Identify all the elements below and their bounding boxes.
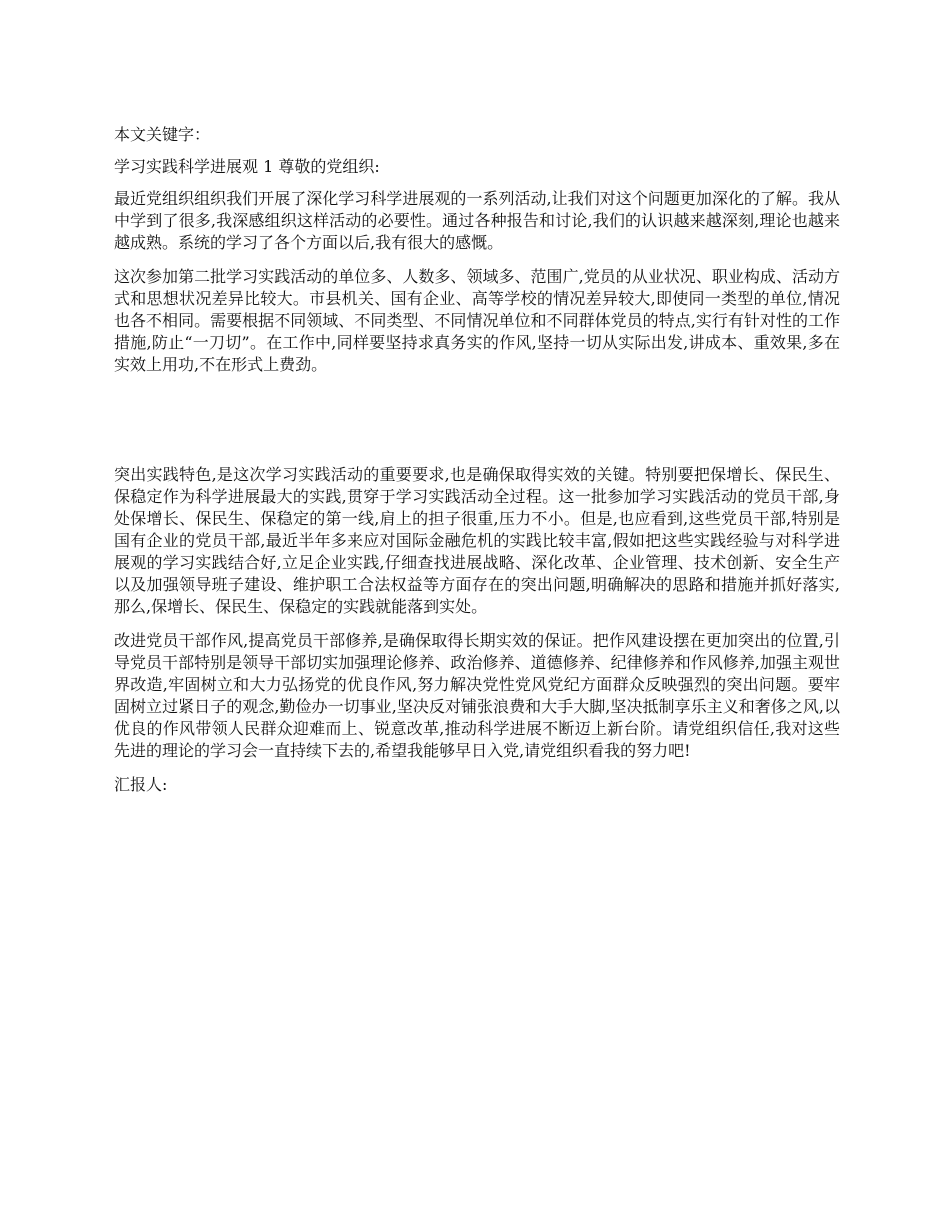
paragraph-work-style: 改进党员干部作风,提高党员干部修养,是确保取得长期实效的保证。把作风建设摆在更加突出的位置,引导党员干部特别是领导干部切实加强理论修养、政治修养、道德修养、纪律修养和作风修养,加强主观世界改造,牢固树立和大力弘扬党的优良作风,努力解决党性党风党纪方面群众反映强烈的突出问题。要牢固树立过紧日子的观念,勤俭办一切事业,坚决反对铺张浪费和大手大脚,坚决抵制享乐主义和奢侈之风,以优良的作风带领人民群众迎难而上、锐意改革,推动科学进展不断迈上新台阶。请党组织信任,我对这些先进的理论的学习会一直持续下去的,希望我能够早日入党,请党组织看我的努力吧! bbox=[114, 631, 840, 760]
document-body bbox=[114, 124, 840, 806]
paragraph-practice-feature: 突出实践特色,是这次学习实践活动的重要要求,也是确保取得实效的关键。特别要把保增长、保民生、保稳定作为科学进展最大的实践,贯穿于学习实践活动全过程。这一批参加学习实践活动的党员干部,身处保增长、保民生、保稳定的第一线,肩上的担子很重,压力不小。但是,也应看到,这些党员干部,特别是国有企业的党员干部,最近半年多来应对国际金融危机的实践比较丰富,假如把这些实践经验与对科学进展观的学习实践结合好,立足企业实践,仔细查找进展战略、深化改革、企业管理、技术创新、安全生产以及加强领导班子建设、维护职工合法权益等方面存在的突出问题,明确解决的思路和措施并抓好落实,那么,保增长、保民生、保稳定的实践就能落到实处。 bbox=[114, 465, 840, 616]
paragraph-second-batch: 这次参加第二批学习实践活动的单位多、人数多、领域多、范围广,党员的从业状况、职业构成、活动方式和思想状况差异比较大。市县机关、国有企业、高等学校的情况差异较大,即使同一类型的单位,情况也各不相同。需要根据不同领域、不同类型、不同情况单位和不同群体党员的特点,实行有针对性的工作措施,防止“一刀切”。在工作中,同样要坚持求真务实的作风,坚持一切从实际出发,讲成本、重效果,多在实效上用功,不在形式上费劲。 bbox=[114, 267, 840, 374]
reporter-label: 汇报人: bbox=[114, 775, 168, 794]
blank-gap bbox=[114, 388, 840, 464]
paragraph-intro: 最近党组织组织我们开展了深化学习科学进展观的一系列活动,让我们对这个问题更加深化的了解。我从中学到了很多,我深感组织这样活动的必要性。通过各种报告和讨论,我们的认识越来越深刻,理论也越来越成熟。系统的学习了各个方面以后,我有很大的感慨。 bbox=[114, 189, 840, 252]
keywords-label: 本文关键字： bbox=[114, 125, 211, 144]
salutation: 学习实践科学进展观 1 尊敬的党组织: bbox=[114, 157, 380, 176]
